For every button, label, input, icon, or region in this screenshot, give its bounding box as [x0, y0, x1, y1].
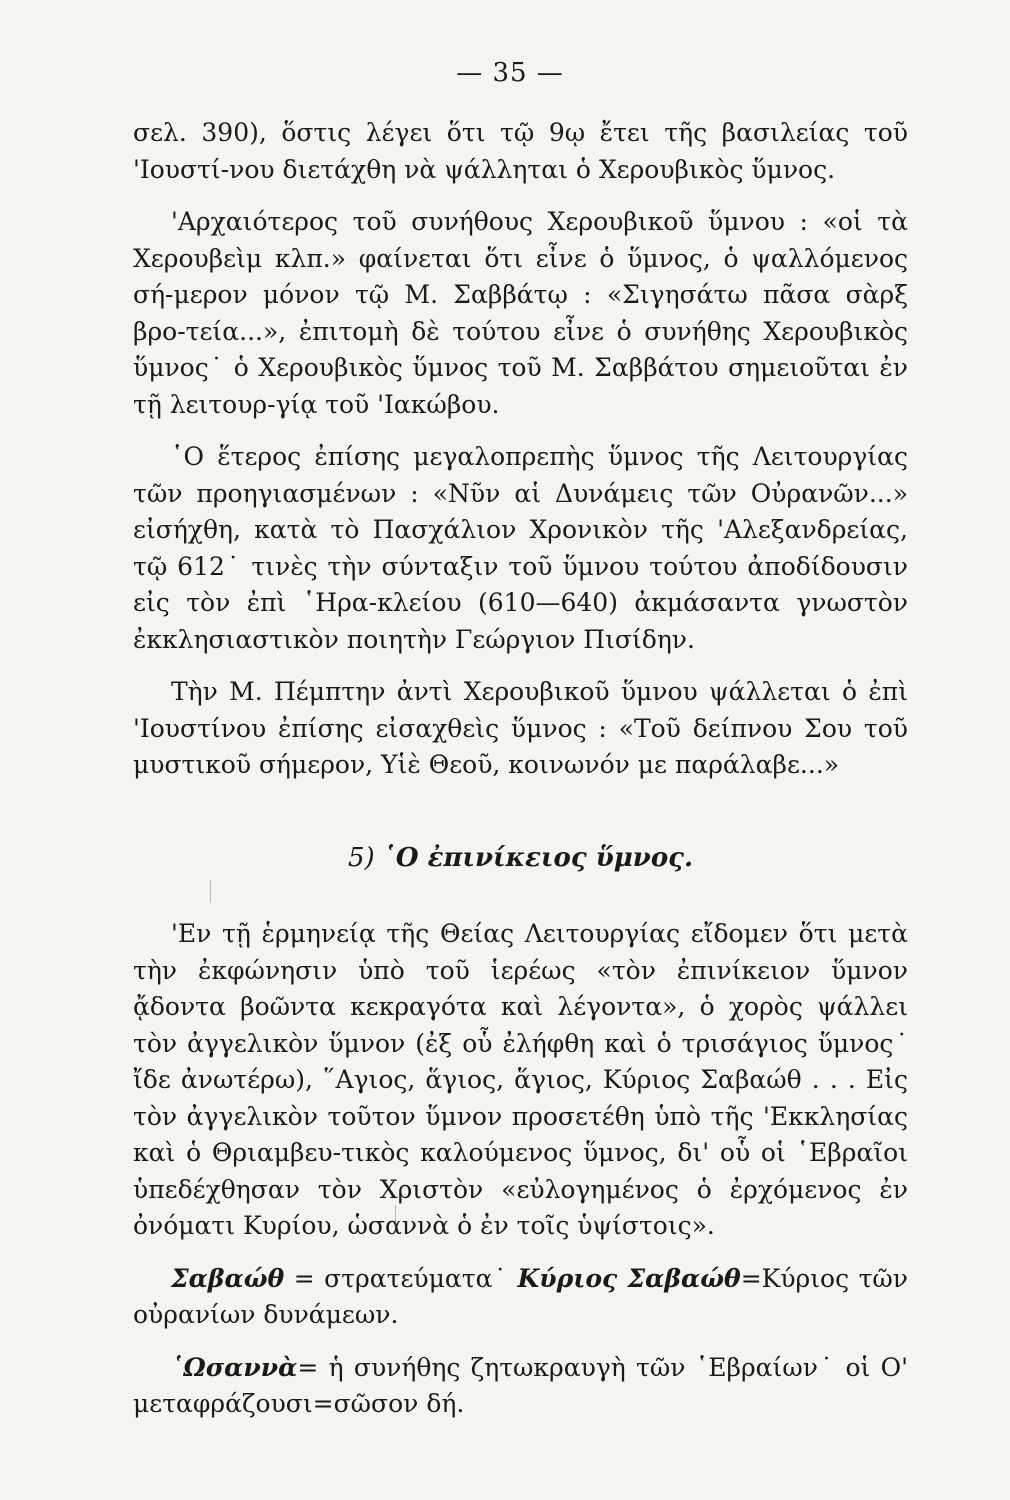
page-number: — 35 — [456, 58, 564, 88]
glossary-term-sabaoth: Σαβαώθ [171, 1263, 285, 1293]
glossary-hosanna [133, 1350, 908, 1423]
body-text [133, 115, 908, 1439]
paragraph-holy-thursday: Τὴν Μ. Πέμπτην ἀντὶ Χερουβικοῦ ὕμνου ψάλλεται ὁ ἐπὶ 'Ιουστίνου ἐπίσης εἰσαχθεὶς ὕμνος : «Τοῦ δείπνου Σου τοῦ μυστικοῦ σήμερον, Υἱὲ Θεοῦ, κοινωνόν με παράλαβε...» [133, 677, 908, 779]
scan-mark [395, 1205, 408, 1227]
glossary-term-hosanna: ῾Ωσαννὰ [171, 1352, 298, 1382]
glossary-def-sabaoth: = στρατεύματα˙ [293, 1263, 509, 1293]
paragraph-continued: σελ. 390), ὅστις λέγει ὅτι τῷ 9ῳ ἔτει τῆς βασιλείας τοῦ 'Ιουστί-νου διετάχθη νὰ ψάλληται ὁ Χερουβικὸς ὕμνος. [133, 118, 908, 184]
glossary-def-kyrios-sabaoth: =Κύριος τῶν οὐρανίων δυνάμεων. [133, 1263, 908, 1329]
paragraph-cherubic-hymn: 'Αρχαιότερος τοῦ συνήθους Χερουβικοῦ ὕμνου : «οἱ τὰ Χερουβεὶμ κλπ.» φαίνεται ὅτι εἶνε ὁ ὕμνος, ὁ ψαλλόμενος σή-μερον μόνον τῷ Μ. Σαββάτῳ : «Σιγησάτω πᾶσα σὰρξ βρο-τεία...», ἐπιτομὴ δὲ τούτου εἶνε ὁ συνήθης Χερουβικὸς ὕμνος˙ ὁ Χερουβικὸς ὕμνος τοῦ Μ. Σαββάτου σημειοῦται ἐν τῇ λειτουρ-γίᾳ τοῦ 'Ιακώβου. [133, 207, 908, 419]
scan-mark [210, 880, 223, 902]
paragraph-presanctified-hymn: ῾Ο ἕτερος ἐπίσης μεγαλοπρεπὴς ὕμνος τῆς Λειτουργίας τῶν προηγιασμένων : «Νῦν αἱ Δυνάμεις τῶν Οὐρανῶν...» εἰσήχθη, κατὰ τὸ Πασχάλιον Χρονικὸν τῆς 'Αλεξανδρείας, τῷ 612˙ τινὲς τὴν σύνταξιν τοῦ ὕμνου τούτου ἀποδίδουσιν εἰς τὸν ἐπὶ ῾Ηρα-κλείου (610—640) ἀκμάσαντα γνωστὸν ἐκκλησιαστικὸν ποιητὴν Γεώργιον Πισίδην. [133, 442, 908, 654]
section-title: ῾Ο ἐπινίκειος ὕμνος. [382, 842, 694, 873]
section-number: 5) [347, 842, 375, 873]
glossary-term-kyrios-sabaoth: Κύριος Σαβαώθ [517, 1263, 741, 1293]
glossary-sabaoth [133, 1261, 908, 1334]
paragraph-victory-hymn: 'Εν τῇ ἑρμηνείᾳ τῆς Θείας Λειτουργίας εἴδομεν ὅτι μετὰ τὴν ἐκφώνησιν ὑπὸ τοῦ ἱερέως «τὸν ἐπινίκειον ὕμνον ᾄδοντα βοῶντα κεκραγότα καὶ λέγοντα», ὁ χορὸς ψάλλει τὸν ἀγγελικὸν ὕμνον (ἐξ οὗ ἐλήφθη καὶ ὁ τρισάγιος ὕμνος˙ ἴδε ἀνωτέρω), ῞Αγιος, ἅγιος, ἅγιος, Κύριος Σαβαώθ . . . Εἰς τὸν ἀγγελικὸν τοῦτον ὕμνον προσετέθη ὑπὸ τῆς 'Εκκλησίας καὶ ὁ Θριαμβευ-τικὸς καλούμενος ὕμνος, δι' οὗ οἱ ῾Εβραῖοι ὑπεδέχθησαν τὸν Χριστὸν «εὐλογημένος ὁ ἐρχόμενος ἐν ὀνόματι Κυρίου, ὡσαννὰ ὁ ἐν τοῖς ὑψίστοις». [133, 919, 908, 1240]
section-heading [133, 840, 908, 877]
glossary-def-hosanna: = ἡ συνήθης ζητωκραυγὴ τῶν ῾Εβραίων˙ οἱ Ο' μεταφράζουσι=σῶσον δή. [133, 1352, 908, 1418]
